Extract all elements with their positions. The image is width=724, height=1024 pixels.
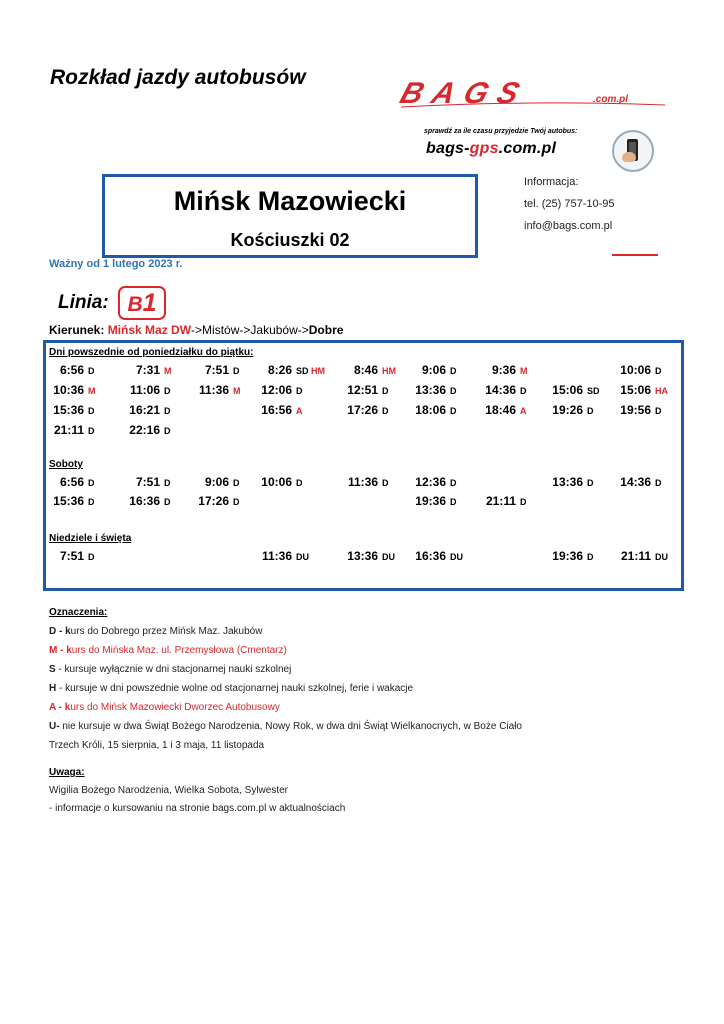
sundays-header: Niedziele i święta: [49, 533, 132, 544]
gps-note: sprawdź za ile czasu przyjedzie Twój autobus:: [424, 128, 578, 135]
time-value: 14:36: [485, 383, 516, 397]
departure-time: [613, 403, 662, 417]
departure-time: [408, 475, 457, 489]
time-code: D: [587, 406, 594, 416]
time-code: DU: [655, 552, 668, 562]
legend-item: A - kurs do Mińsk Mazowiecki Dworzec Autobusowy: [49, 702, 280, 713]
time-code: D: [382, 406, 389, 416]
time-value: 16:36: [129, 494, 160, 508]
departure-time: [122, 403, 171, 417]
departure-time: [254, 363, 325, 377]
time-value: 19:36: [552, 549, 583, 563]
time-value: 10:36: [53, 383, 84, 397]
departure-time: [408, 549, 463, 563]
time-code: D: [164, 406, 171, 416]
time-code: DU: [450, 552, 463, 562]
legend-header: Oznaczenia:: [49, 607, 108, 618]
legend-item: D - kurs do Dobrego przez Mińsk Maz. Jakubów: [49, 626, 263, 637]
time-value: 10:06: [261, 475, 292, 489]
time-value: 16:36: [415, 549, 446, 563]
time-code: M: [164, 366, 172, 376]
departure-time: [122, 363, 172, 377]
time-value: 19:36: [415, 494, 446, 508]
info-phone: tel. (25) 757-10-95: [524, 198, 615, 210]
time-value: 11:36: [198, 383, 229, 397]
time-code: D: [296, 478, 303, 488]
departure-time: [408, 403, 457, 417]
time-value: 21:11: [485, 494, 516, 508]
departure-time: [340, 549, 395, 563]
time-value: 13:36: [552, 475, 583, 489]
notes-header: Uwaga:: [49, 767, 85, 778]
departure-time: [545, 475, 594, 489]
departure-time: [191, 383, 241, 397]
gps-site-link[interactable]: bags-gps.com.pl: [426, 140, 557, 157]
stop-subtitle: Kościuszki 02: [230, 230, 350, 250]
time-value: 19:26: [552, 403, 583, 417]
departure-time: [46, 403, 95, 417]
departure-time: [191, 363, 240, 377]
departure-time: [46, 363, 95, 377]
time-code: D: [655, 366, 662, 376]
phone-icon: [612, 130, 654, 172]
legend-item: S - kursuje wyłącznie w dni stacjonarnej nauki szkolnej: [49, 664, 292, 675]
time-value: 13:36: [347, 549, 378, 563]
info-email[interactable]: info@bags.com.pl: [524, 220, 613, 232]
valid-from: Ważny od 1 lutego 2023 r.: [49, 258, 183, 270]
time-code: D: [88, 478, 95, 488]
time-value: 9:06: [204, 475, 229, 489]
departure-time: [478, 403, 527, 417]
time-code: D: [520, 497, 527, 507]
legend-item: M - kurs do Mińska Maz. ul. Przemysłowa (Cmentarz): [49, 645, 287, 656]
time-code: M: [88, 386, 96, 396]
legend-item: H - kursuje w dni powszednie wolne od stacjonarnej nauki szkolnej, ferie i wakacje: [49, 683, 414, 694]
time-value: 16:21: [129, 403, 160, 417]
time-value: 8:46: [353, 363, 378, 377]
time-value: 15:06: [620, 383, 651, 397]
departure-time: [613, 383, 668, 397]
time-code: D: [655, 406, 662, 416]
time-value: 11:36: [347, 475, 378, 489]
bags-logo: [395, 76, 670, 110]
departure-time: [254, 383, 303, 397]
time-value: 22:16: [129, 423, 160, 437]
departure-time: [46, 549, 95, 563]
departure-time: [340, 475, 389, 489]
time-code: D: [88, 497, 95, 507]
departure-time: [122, 423, 171, 437]
divider: [612, 254, 658, 256]
time-code: D: [587, 552, 594, 562]
time-code: D: [88, 406, 95, 416]
time-code: D: [382, 478, 389, 488]
time-value: 15:06: [552, 383, 583, 397]
departure-time: [191, 494, 240, 508]
departure-time: [478, 363, 528, 377]
time-code: M: [520, 366, 528, 376]
departure-time: [46, 383, 96, 397]
note-item: - informacje o kursowaniu na stronie bags.com.pl w aktualnościach: [49, 803, 346, 814]
time-value: 7:31: [135, 363, 160, 377]
departure-time: [408, 383, 457, 397]
departure-time: [46, 423, 95, 437]
time-value: 10:06: [620, 363, 651, 377]
departure-time: [545, 383, 600, 397]
logo-text: BAGS: [396, 76, 534, 110]
time-value: 9:36: [491, 363, 516, 377]
time-code: HA: [655, 386, 668, 396]
time-value: 17:26: [198, 494, 229, 508]
time-code: D: [88, 552, 95, 562]
time-value: 12:36: [415, 475, 446, 489]
legend-item: U- nie kursuje w dwa Świąt Bożego Narodzenia, Nowy Rok, w dwa dni Świąt Wielkanocnych, w Boże Ciało: [49, 721, 522, 732]
line-badge: B1: [118, 286, 166, 320]
time-value: 19:56: [620, 403, 651, 417]
departure-time: [408, 494, 457, 508]
time-value: 21:11: [620, 549, 651, 563]
time-code: D: [164, 497, 171, 507]
departure-time: [613, 363, 662, 377]
departure-time: [122, 494, 171, 508]
time-value: 9:06: [421, 363, 446, 377]
time-value: 15:36: [53, 403, 84, 417]
legend-item: Trzech Króli, 15 sierpnia, 1 i 3 maja, 11 listopada: [49, 740, 265, 751]
departure-time: [613, 475, 662, 489]
time-code: D: [450, 406, 457, 416]
weekdays-header: Dni powszednie od poniedziałku do piątku:: [49, 347, 254, 358]
time-code: DU: [296, 552, 309, 562]
time-value: 18:06: [415, 403, 446, 417]
time-code: D: [88, 366, 95, 376]
departure-time: [478, 494, 527, 508]
departure-time: [340, 403, 389, 417]
time-value: 18:46: [485, 403, 516, 417]
departure-time: [340, 383, 389, 397]
departure-time: [254, 549, 309, 563]
departure-time: [545, 549, 594, 563]
time-code: D: [233, 478, 240, 488]
time-code: D: [450, 386, 457, 396]
time-value: 11:06: [129, 383, 160, 397]
time-code: HM: [382, 366, 396, 376]
departure-time: [46, 494, 95, 508]
page-title: Rozkład jazdy autobusów: [50, 66, 306, 89]
time-code: D: [164, 478, 171, 488]
departure-time: [613, 549, 668, 563]
saturdays-header: Soboty: [49, 459, 83, 470]
time-value: 6:56: [59, 475, 84, 489]
time-code: D: [296, 386, 303, 396]
logo-suffix: .com.pl: [593, 94, 629, 105]
time-code: SD HM: [296, 366, 326, 376]
stop-name: Mińsk Mazowiecki: [173, 186, 407, 216]
time-code: A: [520, 406, 527, 416]
time-value: 17:26: [347, 403, 378, 417]
time-code: D: [520, 386, 527, 396]
info-label: Informacja:: [524, 176, 579, 188]
time-code: DU: [382, 552, 395, 562]
time-code: D: [450, 497, 457, 507]
time-value: 21:11: [53, 423, 84, 437]
time-code: A: [296, 406, 303, 416]
time-code: M: [233, 386, 241, 396]
departure-time: [46, 475, 95, 489]
departure-time: [191, 475, 240, 489]
departure-time: [254, 475, 303, 489]
line-label: Linia:: [58, 292, 109, 313]
time-code: D: [450, 478, 457, 488]
time-value: 11:36: [261, 549, 292, 563]
time-code: D: [382, 386, 389, 396]
time-code: D: [587, 478, 594, 488]
time-value: 12:51: [347, 383, 378, 397]
departure-time: [254, 403, 303, 417]
departure-time: [122, 383, 171, 397]
time-value: 13:36: [415, 383, 446, 397]
time-code: D: [450, 366, 457, 376]
time-code: D: [655, 478, 662, 488]
time-value: 16:56: [261, 403, 292, 417]
departure-time: [122, 475, 171, 489]
time-value: 15:36: [53, 494, 84, 508]
note-item: Wigilia Bożego Narodzenia, Wielka Sobota, Sylwester: [49, 785, 288, 796]
time-value: 7:51: [59, 549, 84, 563]
time-value: 7:51: [135, 475, 160, 489]
departure-time: [478, 383, 527, 397]
time-value: 8:26: [267, 363, 292, 377]
time-code: D: [88, 426, 95, 436]
time-code: D: [164, 426, 171, 436]
time-value: 7:51: [204, 363, 229, 377]
time-value: 12:06: [261, 383, 292, 397]
time-code: SD: [587, 386, 600, 396]
departure-time: [408, 363, 457, 377]
departure-time: [545, 403, 594, 417]
time-code: D: [233, 366, 240, 376]
time-value: 14:36: [620, 475, 651, 489]
departure-time: [340, 363, 396, 377]
time-code: D: [233, 497, 240, 507]
time-code: D: [164, 386, 171, 396]
time-value: 6:56: [59, 363, 84, 377]
direction: Kierunek: Mińsk Maz DW->Mistów->Jakubów->Dobre: [49, 323, 344, 337]
